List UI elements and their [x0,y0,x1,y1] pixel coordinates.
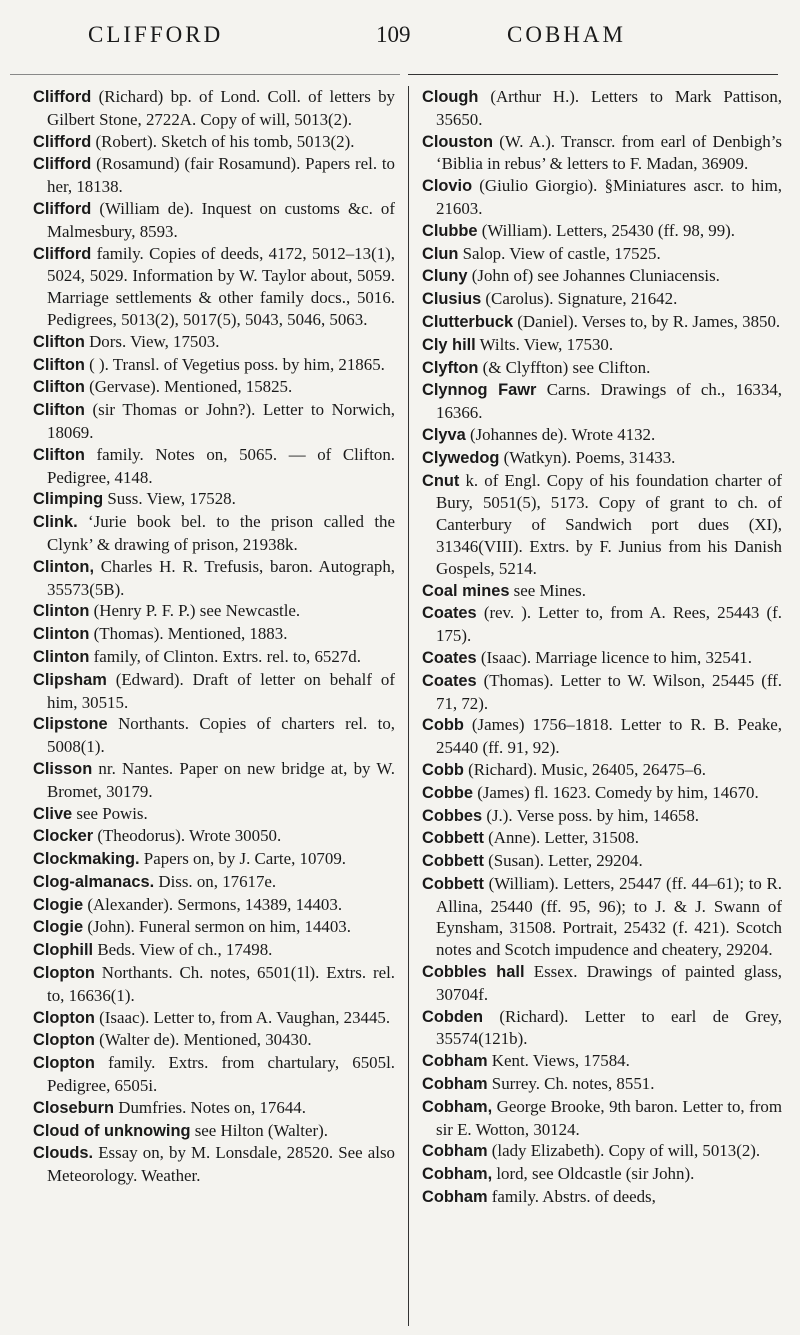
entry-text: Charles H. R. Trefusis, baron. Autograph, 35573(5B). [47,556,395,599]
entry-text: (William). Letters, 25447 (ff. 44–61); to R. Allina, 25440 (ff. 95, 96); to J. & J. Swann of Eynsham, 31508. Portrait, 25432 (f. 421). Scotch notes and Scotch impudence and cheatery, 29204. [436,873,782,960]
entry-headword: Clusius [422,290,482,309]
index-entry [33,511,395,556]
entry-headword: Clogie [33,895,84,914]
entry-text: (Richard). Letter to earl de Grey, 35574(121b). [436,1006,782,1049]
entry-headword: Clyfton [422,358,479,377]
entry-headword: Clifford [33,132,92,151]
entry-text: k. of Engl. Copy of his foundation charter of Bury, 5051(5), 5173. Copy of grant to ch. of Canterbury of Sandwich port dues (XI), 31346(VIII). Extrs. by F. Junius from his Danish Gospels, 5214. [436,470,782,578]
entry-text: (John of) see Johannes Cluniacensis. [467,266,720,286]
index-entry [422,288,782,311]
entry-text: Kent. Views, 17584. [487,1051,630,1071]
index-entry [33,758,395,803]
entry-headword: Clinton [33,625,90,644]
index-entry [33,331,395,354]
index-entry [422,647,782,670]
entry-text: (W. A.). Transcr. from earl of Denbigh’s ‘Biblia in rebus’ & letters to F. Madan, 36909. [436,131,782,174]
index-entry [33,1052,395,1097]
index-entry [33,623,395,646]
entry-text: see Mines. [509,580,586,600]
index-entry [33,444,395,489]
entry-headword: Cobb [422,760,464,779]
entry-headword: Cobden [422,1007,484,1026]
entry-headword: Cobham, [422,1165,493,1184]
entry-headword: Cobham [422,1188,488,1207]
index-entry [422,1006,782,1051]
entry-text: (lady Elizabeth). Copy of will, 5013(2). [487,1141,761,1161]
entry-headword: Clifton [33,401,85,420]
entry-headword: Cobbes [422,806,483,825]
index-entry [422,1140,782,1163]
index-entry [422,334,782,357]
entry-headword: Clifford [33,155,92,174]
index-entry [422,580,782,603]
entry-text: (Anne). Letter, 31508. [483,828,639,848]
entry-headword: Clinton [33,602,90,621]
index-entry [33,871,395,894]
entry-headword: Clutterbuck [422,312,514,331]
index-entry [422,1073,782,1096]
entry-text: Essay on, by M. Lonsdale, 28520. See also Meteorology. Weather. [47,1143,395,1186]
index-entry [422,714,782,759]
entry-text: Diss. on, 17617e. [154,871,277,891]
entry-text: nr. Nantes. Paper on new bridge at, by W. Bromet, 30179. [47,758,395,801]
entry-text: (James) 1756–1818. Letter to R. B. Peake, 25440 (ff. 91, 92). [436,715,782,758]
entry-headword: Cobbett [422,829,484,848]
entry-text: (rev. ). Letter to, from A. Rees, 25443 (f. 175). [436,603,782,646]
index-entry [422,961,782,1006]
index-entry [33,916,395,939]
entry-text: (William de). Inquest on customs &c. of Malmesbury, 8593. [47,198,395,241]
entry-text: Beds. View of ch., 17498. [93,940,273,960]
entry-text: Suss. View, 17528. [103,489,236,509]
index-entry [33,894,395,917]
entry-text: (Henry P. F. P.) see Newcastle. [89,601,301,621]
index-entry [422,220,782,243]
index-entry [33,848,395,871]
index-entry [33,600,395,623]
entry-text: (sir Thomas or John?). Letter to Norwich, 18069. [47,400,395,442]
entry-headword: Clocker [33,827,94,846]
entry-headword: Clifton [33,355,85,374]
entry-headword: Cobham [422,1052,488,1071]
entry-headword: Clinton [33,647,90,666]
left-column [33,86,395,1187]
index-entry [33,1007,395,1030]
entry-headword: Coates [422,648,477,667]
entry-text: Papers on, by J. Carte, 10709. [139,849,346,869]
entry-headword: Clipsham [33,670,107,689]
index-entry [422,265,782,288]
entry-headword: Cloud of unknowing [33,1121,191,1140]
entry-headword: Cobbett [422,852,484,871]
entry-headword: Cobham [422,1142,488,1161]
entry-text: Essex. Drawings of painted glass, 30704f. [436,962,782,1004]
index-entry [422,850,782,873]
index-entry [422,175,782,220]
entry-text: (& Clyffton) see Clifton. [478,357,651,377]
index-entry [33,1120,395,1143]
index-entry [422,873,782,961]
index-entry [33,556,395,601]
index-entry [33,399,395,444]
entry-text: family. Notes on, 5065. — of Clifton. Pedigree, 4148. [47,444,395,487]
entry-text: (Daniel). Verses to, by R. James, 3850. [513,311,781,331]
entry-headword: Clophill [33,941,94,960]
entry-text: (Thomas). Letter to W. Wilson, 25445 (ff. 71, 72). [436,670,782,713]
entry-text: (Carolus). Signature, 21642. [481,289,678,309]
index-entry [33,1142,395,1187]
entry-text: (Edward). Draft of letter on behalf of him, 30515. [47,669,395,712]
index-entry [33,376,395,399]
entry-text: lord, see Oldcastle (sir John). [492,1164,695,1184]
entry-headword: Clopton [33,1054,95,1073]
entry-text: (Susan). Letter, 29204. [483,851,643,871]
index-entry [33,153,395,198]
entry-headword: Cobb [422,716,464,735]
entry-headword: Coates [422,671,477,690]
entry-headword: Clovio [422,177,473,196]
entry-headword: Clifton [33,332,85,351]
entry-headword: Clifton [33,378,85,397]
entry-text: (Richard) bp. of Lond. Coll. of letters by Gilbert Stone, 2722A. Copy of will, 5013(2). [47,87,395,129]
entry-headword: Coates [422,604,477,623]
entry-headword: Clywedog [422,448,500,467]
entry-text: (Theodorus). Wrote 30050. [93,826,282,846]
entry-text: (Johannes de). Wrote 4132. [465,424,656,444]
index-entry [422,470,782,580]
entry-headword: Clouds. [33,1144,94,1163]
index-entry [422,357,782,380]
running-head-left: CLIFFORD [88,22,224,47]
entry-headword: Clopton [33,964,95,983]
index-entry [422,759,782,782]
entry-text: (Watkyn). Poems, 31433. [499,447,676,467]
entry-headword: Cly hill [422,335,476,354]
index-entry [422,424,782,447]
entry-headword: Clifford [33,88,92,106]
entry-text: (Alexander). Sermons, 14389, 14403. [83,894,343,914]
entry-headword: Clisson [33,759,93,778]
index-entry [33,198,395,243]
index-entry [422,1186,782,1209]
entry-text: (William). Letters, 25430 (ff. 98, 99). [477,220,736,240]
entry-headword: Cobham, [422,1097,493,1116]
entry-headword: Clive [33,804,73,823]
index-entry [33,825,395,848]
index-entry [422,447,782,470]
entry-text: see Powis. [72,803,148,823]
entry-text: Northants. Copies of charters rel. to, 5008(1). [47,714,395,757]
entry-headword: Clifton [33,445,85,464]
entry-headword: Cobbles hall [422,963,525,982]
index-entry [33,713,395,758]
index-entry [33,939,395,962]
entry-headword: Clog-almanacs. [33,872,155,891]
index-entry [33,243,395,331]
entry-headword: Climping [33,490,104,509]
index-entry [422,670,782,715]
index-entry [33,131,395,154]
entry-text: (Arthur H.). Letters to Mark Pattison, 35650. [436,87,782,129]
entry-headword: Coal mines [422,581,510,600]
entry-text: Surrey. Ch. notes, 8551. [487,1074,655,1094]
entry-text: (Isaac). Marriage licence to him, 32541. [476,647,752,667]
index-entry [422,131,782,176]
entry-text: (Gervase). Mentioned, 15825. [84,377,293,397]
entry-text: (Isaac). Letter to, from A. Vaughan, 23445. [94,1007,391,1027]
index-entry [422,86,782,131]
index-entry [33,354,395,377]
index-entry [422,243,782,266]
index-entry [33,669,395,714]
entry-text: Salop. View of castle, 17525. [458,243,661,263]
entry-text: (Robert). Sketch of his tomb, 5013(2). [91,131,355,151]
running-head-right: COBHAM [507,22,626,47]
entry-headword: Cnut [422,471,460,490]
entry-headword: Clinton, [33,557,94,576]
entry-headword: Clough [422,88,479,106]
entry-headword: Clifford [33,244,92,263]
entry-headword: Cluny [422,267,468,286]
entry-headword: Clifford [33,199,92,218]
index-entry [33,646,395,669]
index-entry [422,805,782,828]
entry-text: (Richard). Music, 26405, 26475–6. [463,759,706,779]
index-entry [422,782,782,805]
index-entry [422,1163,782,1186]
right-column [422,86,782,1209]
entry-headword: Clouston [422,132,494,151]
entry-text: George Brooke, 9th baron. Letter to, from sir E. Wotton, 30124. [436,1096,782,1139]
index-entry [33,962,395,1007]
index-entry [422,311,782,334]
entry-headword: Cobham [422,1075,488,1094]
entry-headword: Clopton [33,1031,95,1050]
entry-headword: Clipstone [33,715,108,734]
index-entry [422,1096,782,1141]
entry-text: (J.). Verse poss. by him, 14658. [482,805,700,825]
header-rule [0,74,800,75]
entry-text: family. Extrs. from chartulary, 6505l. Pedigree, 6505i. [47,1053,395,1096]
entry-text: (Thomas). Mentioned, 1883. [89,624,288,644]
entry-text: family. Copies of deeds, 4172, 5012–13(1), 5024, 5029. Information by W. Taylor about, 5059. Marriage settlements & other family docs., 5016. Pedigrees, 5013(2), 5017(5), 5043, 5046, 5063. [47,243,395,329]
entry-text: Carns. Drawings of ch., 16334, 16366. [436,380,782,423]
index-entry [422,827,782,850]
entry-headword: Cobbett [422,874,484,893]
index-entry [422,602,782,647]
index-entry [422,1050,782,1073]
entry-headword: Cobbe [422,783,473,802]
index-entry [33,803,395,826]
index-entry [422,379,782,424]
entry-headword: Clynnog Fawr [422,381,537,400]
entry-headword: Clyva [422,425,466,444]
entry-text: Dumfries. Notes on, 17644. [114,1097,306,1117]
entry-text: Wilts. View, 17530. [475,334,614,354]
entry-text: see Hilton (Walter). [190,1120,328,1140]
entry-text: (Walter de). Mentioned, 30430. [94,1030,312,1050]
index-entry [33,488,395,511]
entry-headword: Clubbe [422,221,478,240]
index-entry [33,1097,395,1120]
entry-headword: Clopton [33,1008,95,1027]
entry-text: (James) fl. 1623. Comedy by him, 14670. [473,782,759,802]
index-entry [33,86,395,131]
entry-text: (Giulio Giorgio). §Miniatures ascr. to him, 21603. [436,176,782,218]
entry-headword: Clockmaking. [33,850,140,869]
index-entry [33,1029,395,1052]
entry-headword: Closeburn [33,1098,115,1117]
entry-text: Northants. Ch. notes, 6501(1l). Extrs. rel. to, 16636(1). [47,963,395,1005]
entry-headword: Clogie [33,918,84,937]
entry-text: family, of Clinton. Extrs. rel. to, 6527d. [89,646,361,666]
entry-text: (Rosamund) (fair Rosamund). Papers rel. to her, 18138. [47,154,395,197]
column-divider [408,86,409,1326]
entry-headword: Clink. [33,513,78,532]
entry-text: ‘Jurie book bel. to the prison called the Clynk’ & drawing of prison, 21938k. [47,512,395,554]
entry-headword: Clun [422,244,459,263]
entry-text: Dors. View, 17503. [84,331,220,351]
entry-text: (John). Funeral sermon on him, 14403. [83,917,351,937]
page-number: 109 [376,22,411,47]
entry-text: family. Abstrs. of deeds, [487,1187,656,1207]
entry-text: ( ). Transl. of Vegetius poss. by him, 21865. [84,354,385,374]
